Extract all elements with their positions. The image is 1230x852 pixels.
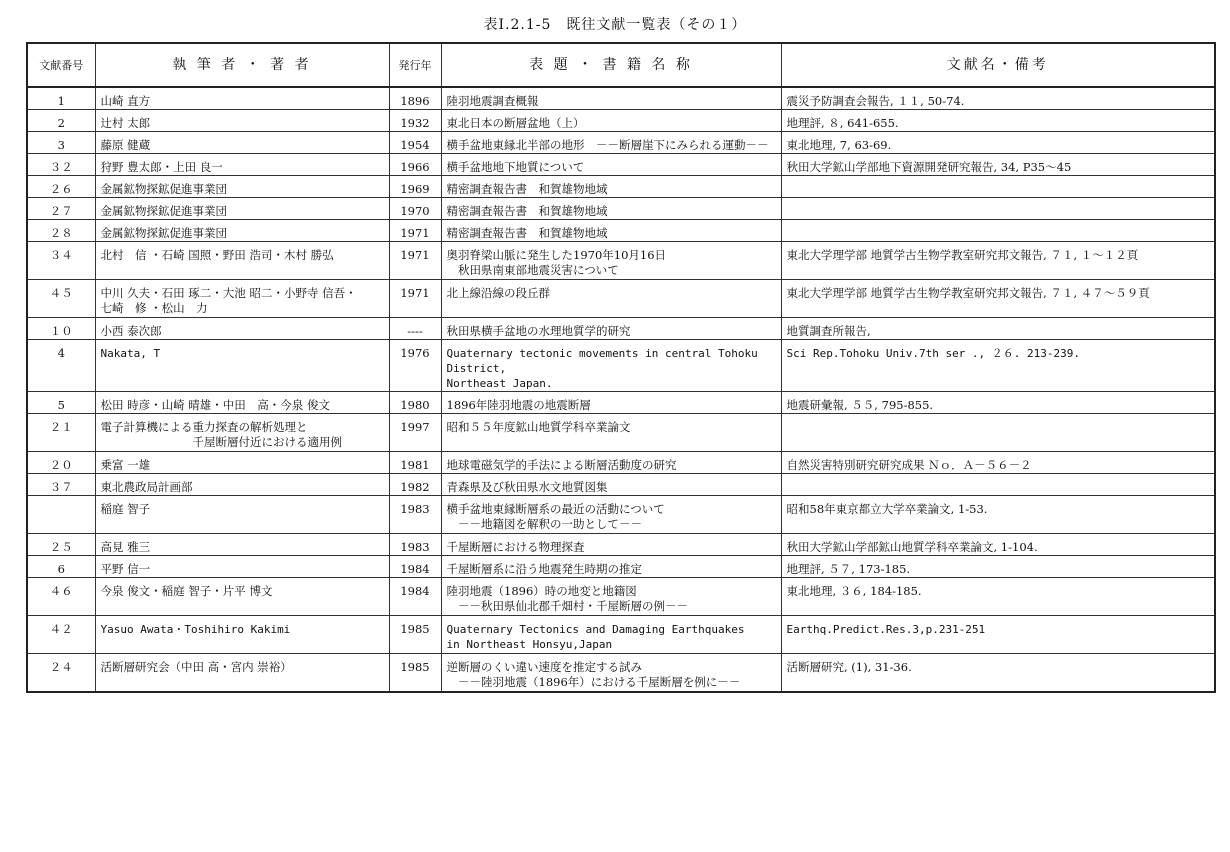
year-cell: 1982 (389, 474, 441, 496)
title-cell: Quaternary Tectonics and Damaging Earthquakes in Northeast Honsyu,Japan (441, 616, 781, 654)
title-cell: 1896年陸羽地震の地震断層 (441, 392, 781, 414)
reference-number: ２６ (27, 176, 95, 198)
title-cell: 精密調査報告書 和賀雄物地域 (441, 220, 781, 242)
reference-number: ２１ (27, 414, 95, 452)
author-cell: 小西 泰次郎 (95, 318, 389, 340)
source-cell: Earthq.Predict.Res.3,p.231-251 (781, 616, 1215, 654)
title-cell: 地球電磁気学的手法による断層活動度の研究 (441, 452, 781, 474)
author-cell: 電子計算機による重力探査の解析処理と 千屋断層付近における適用例 (95, 414, 389, 452)
table-row (27, 176, 1215, 198)
year-cell: 1983 (389, 496, 441, 534)
source-cell: 秋田大学鉱山学部地下資源開発研究報告, 34, P35～45 (781, 154, 1215, 176)
source-cell: 東北大学理学部 地質学古生物学教室研究邦文報告, ７１, １～１２頁 (781, 242, 1215, 280)
table-row (27, 496, 1215, 534)
author-cell: 稲庭 智子 (95, 496, 389, 534)
author-cell: 東北農政局計画部 (95, 474, 389, 496)
source-cell (781, 414, 1215, 452)
title-cell: 陸羽地震調査概報 (441, 87, 781, 110)
table-row (27, 242, 1215, 280)
page-title: 表Ⅰ.2.1-5 既往文献一覧表（その１） (483, 17, 747, 33)
year-cell: 1981 (389, 452, 441, 474)
table-row (27, 414, 1215, 452)
reference-number: 5 (27, 392, 95, 414)
reference-number: ３２ (27, 154, 95, 176)
table-row (27, 578, 1215, 616)
table-row (27, 556, 1215, 578)
author-cell: 松田 時彦・山崎 晴雄・中田 高・今泉 俊文 (95, 392, 389, 414)
year-cell: 1971 (389, 242, 441, 280)
author-cell: 辻村 太郎 (95, 110, 389, 132)
year-cell: 1985 (389, 616, 441, 654)
title-cell: 奥羽脊梁山脈に発生した1970年10月16日 秋田県南東部地震災害について (441, 242, 781, 280)
year-cell: 1984 (389, 578, 441, 616)
header-row (27, 43, 1215, 87)
reference-number: ３７ (27, 474, 95, 496)
reference-number: 2 (27, 110, 95, 132)
table-row (27, 280, 1215, 318)
header-number: 文献番号 (27, 43, 95, 87)
table-row (27, 132, 1215, 154)
title-cell: 千屋断層における物理探査 (441, 534, 781, 556)
author-cell: 高見 雅三 (95, 534, 389, 556)
year-cell: 1969 (389, 176, 441, 198)
table-row (27, 110, 1215, 132)
title-cell: 横手盆地東縁北半部の地形 －－断層崖下にみられる運動－－ (441, 132, 781, 154)
source-cell: 東北地理, 7, 63-69. (781, 132, 1215, 154)
title-cell: 横手盆地地下地質について (441, 154, 781, 176)
year-cell: 1997 (389, 414, 441, 452)
reference-number (27, 496, 95, 534)
author-cell: 平野 信一 (95, 556, 389, 578)
author-cell: Nakata, T (95, 340, 389, 392)
source-cell: 地震研彙報, ５５, 795-855. (781, 392, 1215, 414)
table-row (27, 318, 1215, 340)
table-row (27, 220, 1215, 242)
author-cell: 山崎 直方 (95, 87, 389, 110)
year-cell: 1896 (389, 87, 441, 110)
title-cell: 東北日本の断層盆地（上） (441, 110, 781, 132)
author-cell: Yasuo Awata・Toshihiro Kakimi (95, 616, 389, 654)
title-cell: 精密調査報告書 和賀雄物地域 (441, 176, 781, 198)
reference-number: ２７ (27, 198, 95, 220)
header-author: 執 筆 者 ・ 著 者 (95, 43, 389, 87)
title-cell: 北上線沿線の段丘群 (441, 280, 781, 318)
source-cell: 地理評, ８, 641-655. (781, 110, 1215, 132)
reference-number: 3 (27, 132, 95, 154)
source-cell: 東北地理, ３６, 184-185. (781, 578, 1215, 616)
table-row (27, 474, 1215, 496)
year-cell: 1971 (389, 220, 441, 242)
reference-number: 4 (27, 340, 95, 392)
year-cell: 1970 (389, 198, 441, 220)
reference-table (26, 42, 1216, 693)
title-cell: 昭和５５年度鉱山地質学科卒業論文 (441, 414, 781, 452)
source-cell (781, 176, 1215, 198)
table-row (27, 616, 1215, 654)
source-cell: 地理評, ５７, 173-185. (781, 556, 1215, 578)
title-cell: 陸羽地震（1896）時の地変と地籍図 －－秋田県仙北郡千畑村・千屋断層の例－－ (441, 578, 781, 616)
year-cell: 1985 (389, 654, 441, 692)
year-cell: 1971 (389, 280, 441, 318)
source-cell: 秋田大学鉱山学部鉱山地質学科卒業論文, 1-104. (781, 534, 1215, 556)
year-cell: 1932 (389, 110, 441, 132)
source-cell: 東北大学理学部 地質学古生物学教室研究邦文報告, ７１, ４７～５９頁 (781, 280, 1215, 318)
source-cell: 自然災害特別研究研究成果 Ｎｏ．Ａ－５６－２ (781, 452, 1215, 474)
table-row (27, 534, 1215, 556)
source-cell: 地質調査所報告, (781, 318, 1215, 340)
year-cell: 1983 (389, 534, 441, 556)
reference-number: ２８ (27, 220, 95, 242)
year-cell: 1966 (389, 154, 441, 176)
source-cell: 震災予防調査会報告, １１, 50-74. (781, 87, 1215, 110)
author-cell: 藤原 健蔵 (95, 132, 389, 154)
reference-number: ２０ (27, 452, 95, 474)
header-source: 文献名・備考 (781, 43, 1215, 87)
reference-number: 1 (27, 87, 95, 110)
source-cell: 昭和58年東京都立大学卒業論文, 1-53. (781, 496, 1215, 534)
reference-number: ３４ (27, 242, 95, 280)
year-cell: ---- (389, 318, 441, 340)
author-cell: 中川 久夫・石田 琢二・大池 昭二・小野寺 信吾・ 七崎 修 ・松山 力 (95, 280, 389, 318)
title-cell: 青森県及び秋田県水文地質図集 (441, 474, 781, 496)
title-cell: 逆断層のくい違い速度を推定する試み －－陸羽地震（1896年）における千屋断層を例に－－ (441, 654, 781, 692)
reference-number: ２５ (27, 534, 95, 556)
table-row (27, 452, 1215, 474)
title-cell: 精密調査報告書 和賀雄物地域 (441, 198, 781, 220)
reference-number: ４２ (27, 616, 95, 654)
author-cell: 活断層研究会（中田 高・宮内 崇裕） (95, 654, 389, 692)
table-row (27, 154, 1215, 176)
title-cell: 横手盆地東縁断層系の最近の活動について －－地籍図を解釈の一助として－－ (441, 496, 781, 534)
header-subject: 表 題 ・ 書 籍 名 称 (441, 43, 781, 87)
author-cell: 狩野 豊太郎・上田 良一 (95, 154, 389, 176)
header-year: 発行年 (389, 43, 441, 87)
source-cell (781, 474, 1215, 496)
table-row (27, 654, 1215, 692)
year-cell: 1954 (389, 132, 441, 154)
year-cell: 1976 (389, 340, 441, 392)
author-cell: 今泉 俊文・稲庭 智子・片平 博文 (95, 578, 389, 616)
year-cell: 1984 (389, 556, 441, 578)
year-cell: 1980 (389, 392, 441, 414)
table-row (27, 392, 1215, 414)
reference-number: 6 (27, 556, 95, 578)
source-cell: Sci Rep.Tohoku Univ.7th ser ., ２６. 213-239. (781, 340, 1215, 392)
title-cell: 千屋断層系に沿う地震発生時期の推定 (441, 556, 781, 578)
reference-number: １０ (27, 318, 95, 340)
author-cell: 北村 信 ・石崎 国照・野田 浩司・木村 勝弘 (95, 242, 389, 280)
table-row (27, 340, 1215, 392)
author-cell: 金属鉱物探鉱促進事業団 (95, 176, 389, 198)
reference-number: ２４ (27, 654, 95, 692)
author-cell: 金属鉱物探鉱促進事業団 (95, 220, 389, 242)
author-cell: 金属鉱物探鉱促進事業団 (95, 198, 389, 220)
author-cell: 乗富 一雄 (95, 452, 389, 474)
table-row (27, 198, 1215, 220)
source-cell (781, 198, 1215, 220)
title-cell: 秋田県横手盆地の水理地質学的研究 (441, 318, 781, 340)
reference-number: ４６ (27, 578, 95, 616)
source-cell: 活断層研究, (1), 31-36. (781, 654, 1215, 692)
title-cell: Quaternary tectonic movements in central Tohoku District, Northeast Japan. (441, 340, 781, 392)
reference-number: ４５ (27, 280, 95, 318)
source-cell (781, 220, 1215, 242)
table-row (27, 87, 1215, 110)
